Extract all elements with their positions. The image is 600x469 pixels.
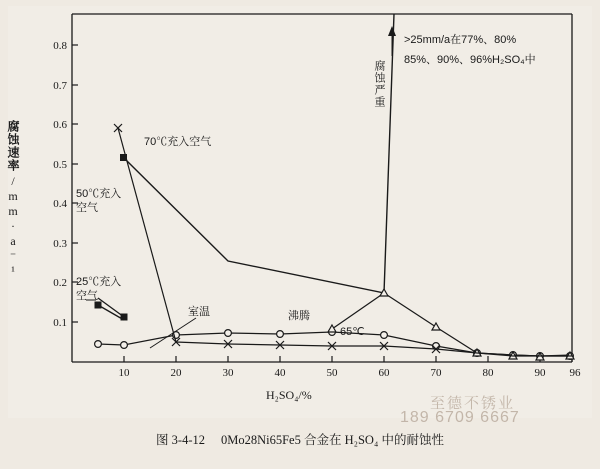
svg-text:20: 20 [170,367,182,379]
annotation-25c-line1: 25℃充入 [76,276,122,288]
annotation-50c-line2: 空气 [76,202,98,214]
svg-text:10: 10 [118,367,130,379]
x-axis-title: H₂SO₄/% [266,388,312,402]
svg-text:0.5: 0.5 [53,159,67,171]
svg-text:0.3: 0.3 [53,238,67,250]
svg-text:0.1: 0.1 [53,317,67,329]
svg-text:0.6: 0.6 [53,119,67,131]
figure-caption [0,430,600,448]
annotation-25c-line2: 空气 [76,290,98,302]
svg-text:0.2: 0.2 [53,277,67,289]
annotation-note-line1: >25mm/a在77%、80% [404,34,517,46]
figure-caption-text: 0Mo28Ni65Fe5 合金在 H₂SO₄ 中的耐蚀性 [220,433,444,447]
svg-text:0.7: 0.7 [53,80,67,92]
svg-text:30: 30 [222,367,234,379]
svg-text:90: 90 [534,367,546,379]
svg-text:96: 96 [569,367,581,379]
svg-text:60: 60 [378,367,390,379]
annotation-note-line2: 85%、90%、96%H₂SO₄中 [404,54,536,66]
y-axis-unit-text: /mm·a⁻¹ [6,174,20,279]
svg-text:80: 80 [482,367,494,379]
annotation-50c-line1: 50℃充入 [76,188,122,200]
y-axis-title-text: 腐蚀速率 [6,120,20,172]
figure-number: 图 3-4-12 [156,433,205,447]
annotation-boiling: 沸腾 [288,310,310,322]
watermark-phone: 189 6709 6667 [400,409,520,426]
svg-text:0.4: 0.4 [53,198,67,210]
watermark-company: 至德不锈业 [430,395,516,412]
svg-text:50: 50 [326,367,338,379]
annotation-severe-corrosion: 腐蚀严重 [373,60,385,108]
annotation-room-temp: 室温 [188,306,210,318]
svg-text:40: 40 [274,367,286,379]
svg-text:0.8: 0.8 [53,40,67,52]
annotation-70c: 70℃充入空气 [144,136,212,148]
svg-text:70: 70 [430,367,442,379]
annotation-65c: 65℃ [340,326,365,338]
y-axis-title [6,120,26,279]
